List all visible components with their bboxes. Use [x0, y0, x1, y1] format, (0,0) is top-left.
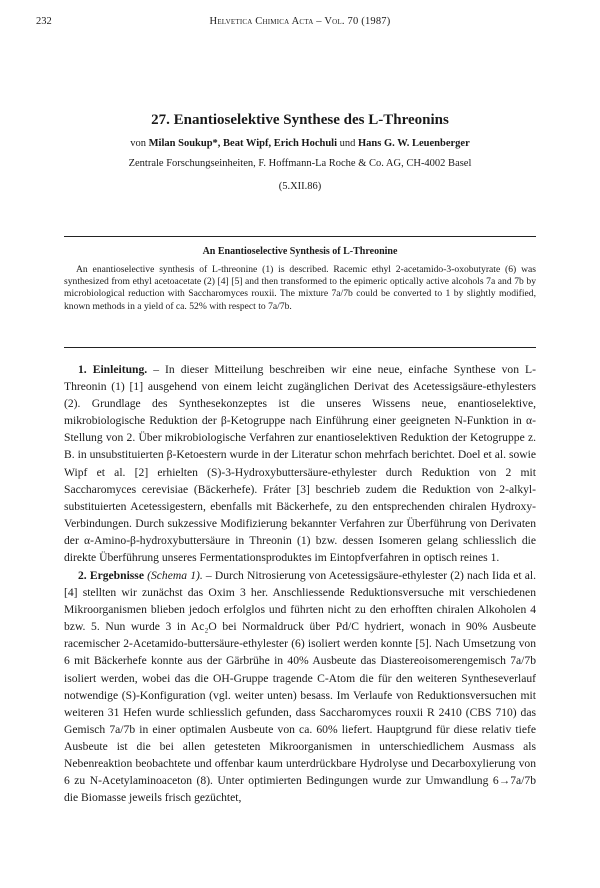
paragraph-text: – In dieser Mitteilung beschreiben wir eine neue, einfache Synthese von L-Threonin (1) [1] ausgehend von einem leicht zugänglichen Derivat des Acetessigsäure-ethylesters (2). Grundlage des Synthesekonzeptes ist die unseres Wissens neue, enantioselektive, mikrobiologische Reduktion der β-Ketogruppe nach Einführung einer geeigneten N-Funktion in α-Stellung von 2. Über mikrobiologische Verfahren zur enantioselektiven Reduktion der Ketogruppe z. B. in unsubstituierten β-Ketoestern wurde in der Literatur schon mehrfach berichtet. Doel et al. sowie Wipf et al. [2] erhielten (S)-3-Hydroxybuttersäure-ethylester durch Reduktion von 2 mit Saccharomyces cerevisiae (Bäckerhefe). Fráter [3] beschrieb zudem die Reduktion von 2-alkyl-substituierten Acetessigestern, ebenfalls mit Bäckerhefe, zu den entsprechenden chiralen Hydroxy-Verbindungen. Durch sukzessive Modifizierung bekannter Verfahren zur Überführung von Derivaten der α-Amino-β-hydroxybuttersäure in Threonin (1) bzw. dessen Isomeren gelang schliesslich die direkte Überführung unseres Fermentationsproduktes im Eintopfverfahren in optisch reines 1. — [64, 363, 536, 565]
author-names: Milan Soukup*, Beat Wipf, Erich Hochuli — [148, 138, 338, 149]
affiliation: Zentrale Forschungseinheiten, F. Hoffmann-La Roche & Co. AG, CH-4002 Basel — [128, 158, 472, 169]
abstract-top-rule — [64, 236, 536, 237]
author-prefix: von — [130, 138, 149, 149]
paragraph-text: – Durch Nitrosierung von Acetessigsäure-ethylester (2) nach Iida et al. [4] stellten wir zunächst das Oxim 3 her. Anschliessende Reduktionsversuche mit verschiedenen Mikroorganismen blieben jedoch erfolglos und führten nicht zu den erhofften chiralen Alkoholen 4 bzw. 5. Nun wurde 3 in Ac₂O bei Normaldruck über Pd/C hydriert, wonach in 90% Ausbeute racemischer 2-Acetamido-buttersäure-ethylester (6) isoliert werden konnte [5]. Nach Umsetzung von 6 mit Bäckerhefe konnte aus der Gärbrühe in 40% Ausbeute das Diastereoisomerengemisch 7a/7b isoliert werden, wobei das die OH-Gruppe tragende C-Atom die für den weiteren Syntheseverlauf notwendige (S)-Konfiguration (vgl. weiter unten) besass. Im Verlaufe von Reduktionsversuchen mit weiteren 31 Hefen wurde schliesslich gefunden, dass Saccharomyces rouxii R 2410 (CBS 710) das Gemisch 7a/7b in einer optimalen Ausbeute von ca. 60% liefert. Hauptgrund für diese relativ tiefe Ausbeute ist die bei allen getesteten Mikroorganismen in unterschiedlichem Ausmass als Nebenreaktion beobachtete und offenbar kaum unterdrückbare Hydrolyse und Decarboxylierung von 6 zu N-Acetylaminoaceton (8). Unter optimierten Bedingungen wurde zur Umwandlung 6→7a/7b die Biomasse jeweils frisch gezüchtet, — [64, 569, 536, 805]
abstract-bottom-rule — [64, 347, 536, 348]
journal-running-head: Helvetica Chimica Acta – Vol. 70 (1987) — [209, 16, 391, 27]
author-line — [0, 138, 600, 149]
paragraph — [64, 567, 536, 806]
abstract-title: An Enantioselective Synthesis of L-Threonine — [202, 246, 398, 257]
section-subheading: (Schema 1). — [143, 569, 203, 582]
received-date: (5.XII.86) — [278, 181, 322, 192]
section-introduction — [64, 361, 536, 566]
paragraph — [64, 361, 536, 566]
section-heading: 2. Ergebnisse — [78, 569, 144, 582]
section-results — [64, 567, 536, 806]
article-title: 27. Enantioselektive Synthese des L-Threonins — [151, 112, 449, 128]
abstract-text: An enantioselective synthesis of L-threonine (1) is described. Racemic ethyl 2-acetamido-3-oxobutyrate (6) was synthesized from ethyl acetoacetate (2) [4] [5] and then transformed to the epimeric optically active alcohols 7a and 7b by microbiological reduction with Saccharomyces rouxii. The mixture 7a/7b could be converted to 1 by slightly modified, known methods in a yield of ca. 52% with respect to 7a/7b. — [64, 264, 536, 312]
page-number: 232 — [36, 16, 52, 27]
author-joiner: und — [337, 138, 359, 149]
section-heading: 1. Einleitung. — [78, 363, 148, 376]
page-header — [36, 16, 564, 32]
author-last: Hans G. W. Leuenberger — [358, 138, 470, 149]
